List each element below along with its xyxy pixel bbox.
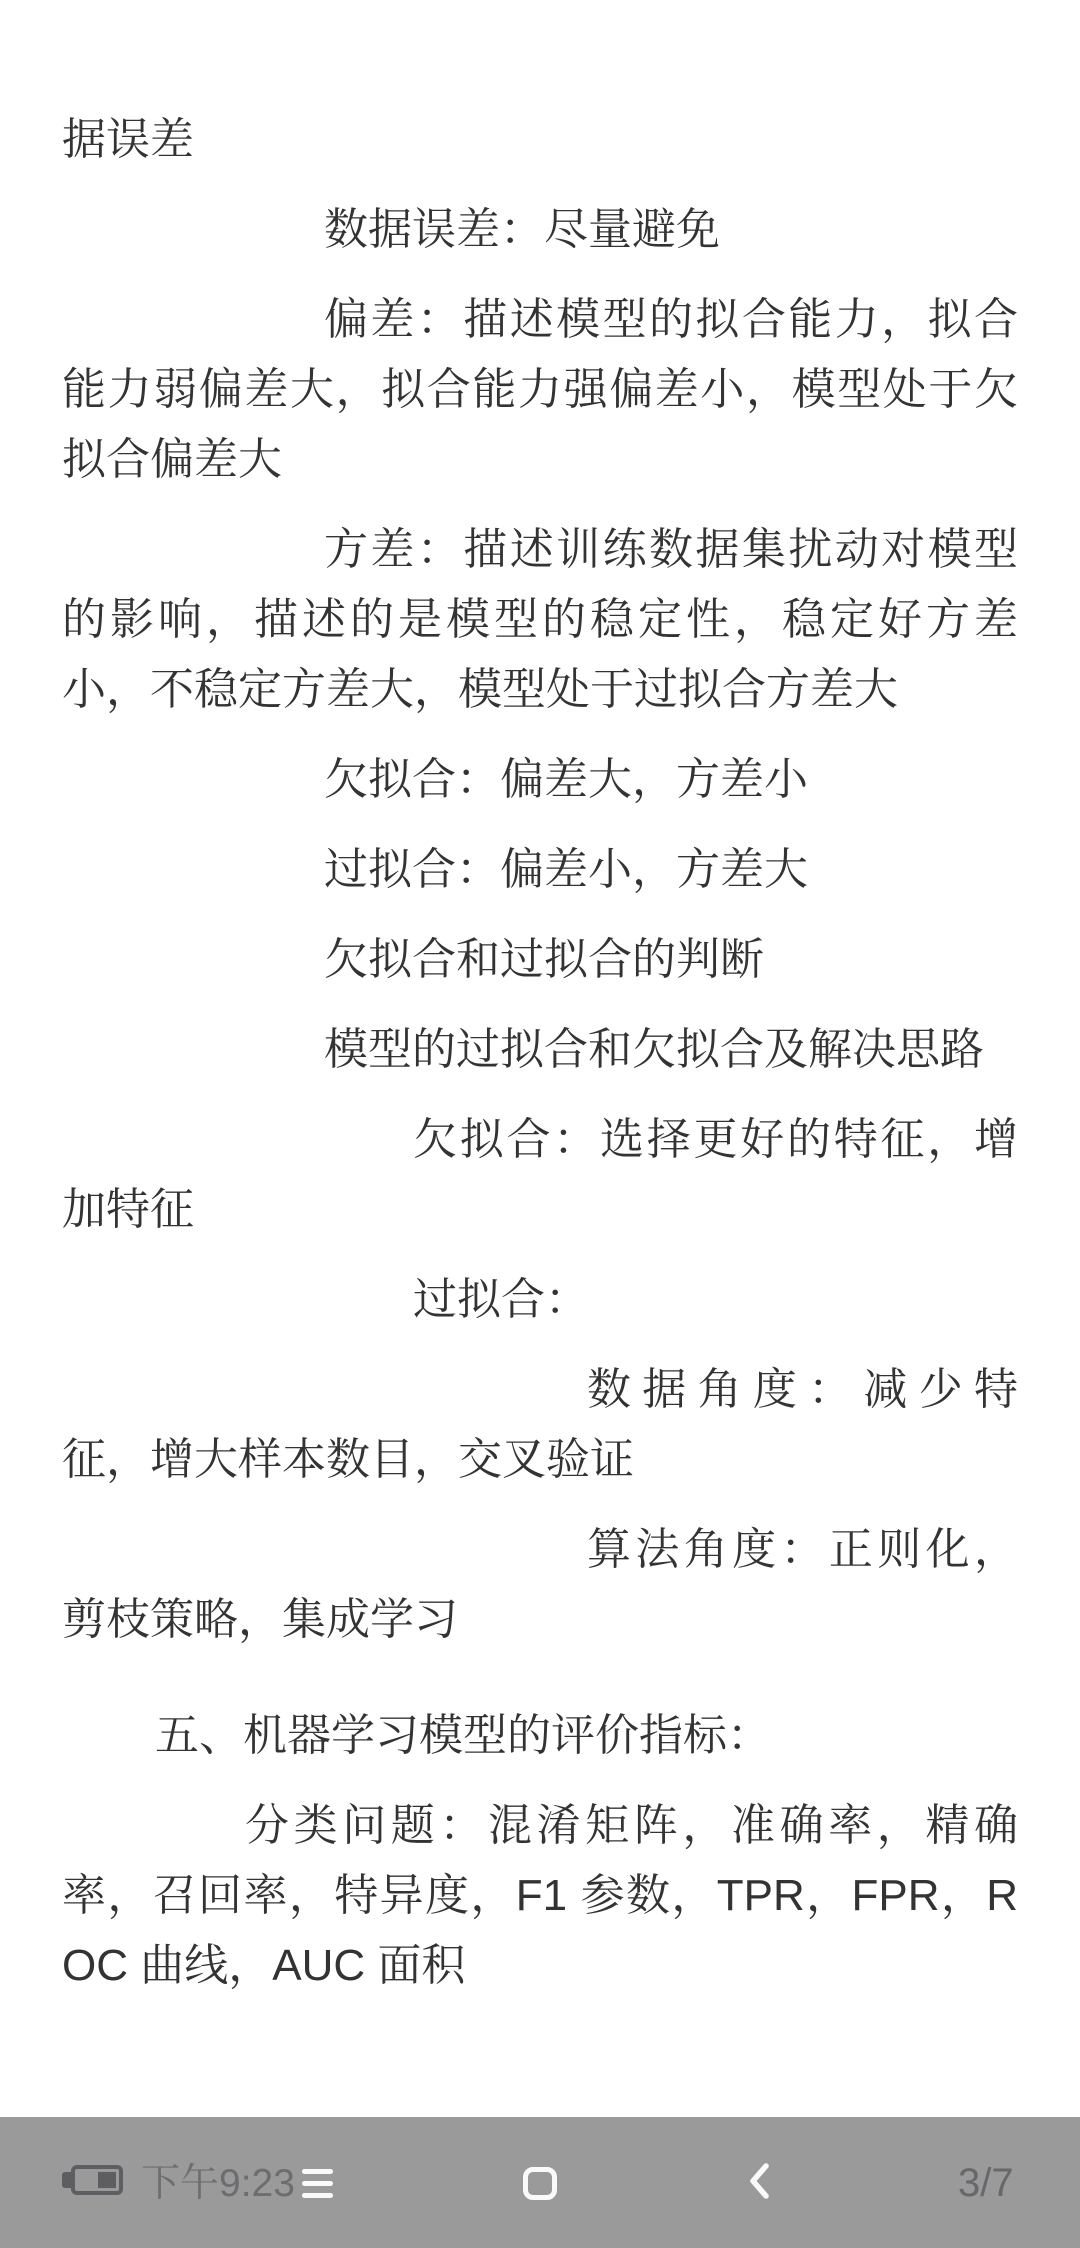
battery-body — [71, 2165, 123, 2195]
paragraph: 偏差：描述模型的拟合能力，拟合能力弱偏差大，拟合能力强偏差小，模型处于欠拟合偏差大 — [62, 295, 1018, 484]
paragraph: 五、机器学习模型的评价指标： — [155, 1711, 771, 1760]
back-button[interactable] — [746, 2161, 772, 2201]
battery-icon — [62, 2165, 123, 2195]
menu-icon[interactable] — [302, 2169, 333, 2198]
page-indicator: 3/7 — [958, 2161, 1014, 2205]
battery-level-fill — [98, 2172, 116, 2188]
home-button[interactable] — [523, 2167, 557, 2200]
paragraph: 过拟合： — [413, 1275, 589, 1324]
paragraph: 分类问题：混淆矩阵，准确率，精确率，召回率，特异度，F1 参数，TPR，FPR，ROC 曲线，AUC 面积 — [62, 1801, 1018, 1990]
paragraph: 欠拟合和过拟合的判断 — [324, 935, 764, 984]
paragraph: 过拟合：偏差小，方差大 — [324, 845, 808, 894]
paragraph: 方差：描述训练数据集扰动对模型的影响，描述的是模型的稳定性，稳定好方差小，不稳定方差大，模型处于过拟合方差大 — [62, 525, 1018, 714]
paragraph: 据误差 — [62, 115, 194, 164]
paragraph: 数据角度：减少特征，增大样本数目，交叉验证 — [62, 1365, 1018, 1484]
paragraph: 算法角度：正则化，剪枝策略，集成学习 — [62, 1525, 1018, 1644]
paragraph: 数据误差：尽量避免 — [324, 205, 720, 254]
paragraph: 欠拟合：选择更好的特征，增加特征 — [62, 1115, 1018, 1234]
chevron-left-icon — [746, 2161, 772, 2201]
paragraph: 模型的过拟合和欠拟合及解决思路 — [324, 1025, 984, 1074]
bottom-navbar — [0, 2117, 1080, 2248]
clock-time: 下午9:23 — [141, 2162, 295, 2205]
paragraph: 欠拟合：偏差大，方差小 — [324, 755, 808, 804]
